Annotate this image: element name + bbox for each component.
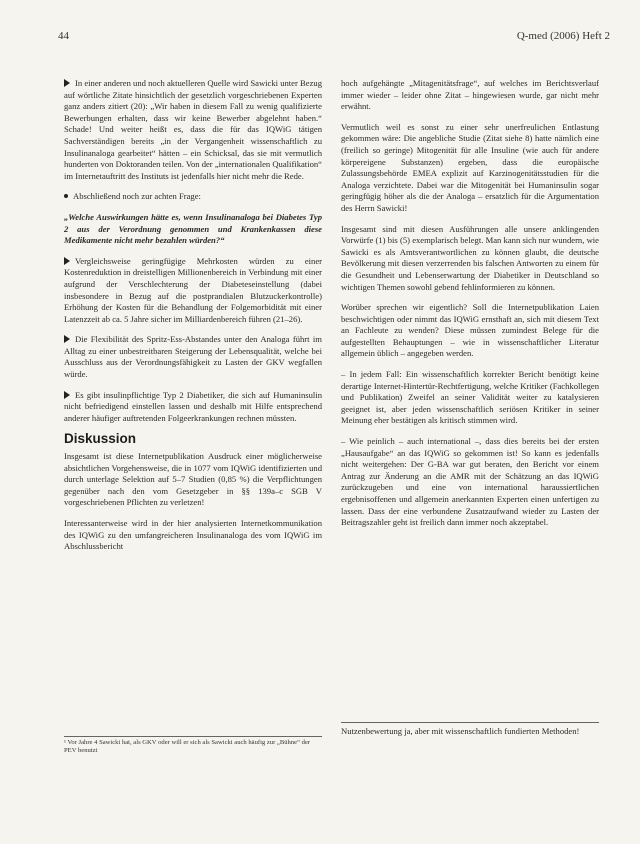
paragraph: Interessanterweise wird in der hier analysierten Internetkommunikation des IQWiG zu den umfangreicheren Insulinanaloga des vom IQWiG im Abschlussbericht [64,518,322,552]
divider [341,722,599,723]
right-column [341,78,599,538]
paragraph: Insgesamt ist diese Internetpublikation Ausdruck einer möglicherweise absichtlichen Vorgehensweise, die in 1077 vom IQWiG identifizierten und durch unterlage Selektion auf 5–7 Studien (0,85 %) die Verpflichtungen gegenüber nach den vom Gesetzgeber in §§ 139a–c SGB V vorgeschriebenen Pflichten zu verletzen! [64,451,322,508]
question-quote: „Welche Auswirkungen hätte es, wenn Insulinanaloga bei Diabetes Typ 2 aus der Verordnung genommen und Krankenkassen diese Medikamente nicht mehr bezahlen würden?“ [64,211,322,246]
triangle-bullet-icon [64,391,70,399]
paragraph: Vergleichsweise geringfügige Mehrkosten würden zu einer Kostenreduktion in dreistelligen Millionenbereich in Verbindung mit einer aufgrund der Verschlechterung der Diabeteseinstellung (dabei insbesondere in Bezug auf die postprandialen Blutzuckerkontrolle) Erhöhung der Kosten für die Behandlung der Folgemorbidität mit einer Latenzzeit ab ca. 5 Jahre sicher im Milliardenbereich führen (21–26). [64,255,322,324]
page-number: 44 [58,30,69,42]
section-heading: Diskussion [64,431,137,447]
paragraph: Vermutlich weil es sonst zu einer sehr unerfreulichen Entlastung gekommen wäre: Die angebliche Studie (Zitat siehe 8) hatte nämlich eine (freilich so geringe) Mitogenität für alle Insuline (wie auch für andere körpereigene Substanzen) ergeben, dass die europäische Zulassungsbehörde EMEA explizit auf Karzinogenitätsstudien für die Analoga verzichtete. Dabei war die Mitogenität bei Humaninsulin sogar geringfügig höher als die der Analoga – ersatzlich für die Argumentation des Herrn Sawicki! [341,121,599,213]
paragraph: – Wie peinlich – auch international –, dass dies bereits bei der ersten „Hausaufgabe“ an das IQWiG so gekommen ist! So kann es jedenfalls nicht weitergehen: Der G-BA war gut beraten, den Bericht vor einem Antrag zur Änderung an die AMR mit der Schätzung an das IQWiG zurückzugeben und eine von international haraussiertlichen ergebnisoffenen und allgemein anerkannten Experten einen unfertigen zu lassen. Dass der eine verbundene Zusatzaufwand wieder zu Lasten der Beitragszahler geht ist freilich dann immer noch akzeptabel. [341,436,599,528]
triangle-bullet-icon [64,335,70,343]
paragraph: Die Flexibilität des Spritz-Ess-Abstandes unter den Analoga führt im Alltag zu einer unbestreitbaren Steigerung der Lebensqualität, welche bei Ausschluss aus der Verordnungsfähigkeit zu Lasten der GKV wegfallen würde. [64,334,322,380]
journal-header: Q-med (2006) Heft 2 [516,30,610,42]
dot-bullet-icon [64,194,68,198]
closing-statement [341,722,599,738]
paragraph: In einer anderen und noch aktuelleren Quelle wird Sawicki unter Bezug auf wörtliche Zitate hinsichtlich der gesetzlich vorgeschriebenen Experten ganz anders zitiert (20): „Wir haben in diesem Fall zu wenig qualifizierte Bewerbungen erhalten, dass wir keine Bewerber abgelehnt haben.“ Schade! Und weiter heißt es, dass die für das IQWiG tätigen Sachverständigen bereits „in der Vergangenheit wissenschaftlich zu Insulinanaloga gearbeitet“ hätten – ein Schicksal, das sie mit vermutlich hunderten von Doktoranden teilen. Von der „internationalen Qualifikation“ im Internetauftritt des Instituts ist jedenfalls hier nicht mehr die Rede. [64,78,322,181]
paragraph: Abschließend noch zur achten Frage: [64,191,322,203]
paragraph: Es gibt insulinpflichtige Typ 2 Diabetiker, die sich auf Humaninsulin nicht befriedigend einstellen lassen und deshalb mit Hilfe entsprechend anderer häufiger auftretenden Folgeerkrankungen rechnen müssten. [64,389,322,423]
triangle-bullet-icon [64,257,70,265]
paragraph: Worüber sprechen wir eigentlich? Soll die Internetpublikation Laien beschwichtigen oder nimmt das IQWiG ernsthaft an, sich mit diesem Text an Fachleute zu wenden? Diese müssen zumindest Belege für die aufgestellten Behauptungen – wie in wissenschaftlicher Literatur allgemein üblich – angegeben werden. [341,302,599,359]
left-column [64,78,322,562]
closing-text: Nutzenbewertung ja, aber mit wissenschaftlich fundierten Methoden! [341,726,580,736]
paragraph: Insgesamt sind mit diesen Ausführungen alle unsere anklingenden Vorwürfe (1) bis (5) exemplarisch belegt. Man kann sich nur wundern, wie Sawicki es als Amtsverantwortlichen zu können glaubt, die deutsche Bevölkerung mit diesen verzerrenden bis falschen Antworten zu einem für die Gesundheit und Lebenserwartung der Diabetiker in Deutschland so wichtigen Themen sowohl gebend fehlinformieren zu können. [341,223,599,292]
paragraph: – In jedem Fall: Ein wissenschaftlich korrekter Bericht benötigt keine derartige Internet-Hintertür-Rechtfertigung, welche Kritiker (Fachkollegen und Publikation) Zweifel an seiner Validität weiter zu katalysieren geeignet ist, aber jeden wissenschaftlich seriösen Kritiker in seiner Meinung eher bestätigen als kritisch stimmen wird. [341,369,599,426]
footnote: ¹ Vor Jahre 4 Sawicki hat, als GKV oder will er sich als Sawicki auch häufig zur „Bühne“ der PEV benutzt [64,736,322,755]
triangle-bullet-icon [64,79,70,87]
paragraph: hoch aufgehängte „Mitagenitätsfrage“, auf welches im Berichtsverlauf immer wieder – leider ohne Zitat – hingewiesen wurde, gar nicht mehr erwähnt. [341,78,599,112]
